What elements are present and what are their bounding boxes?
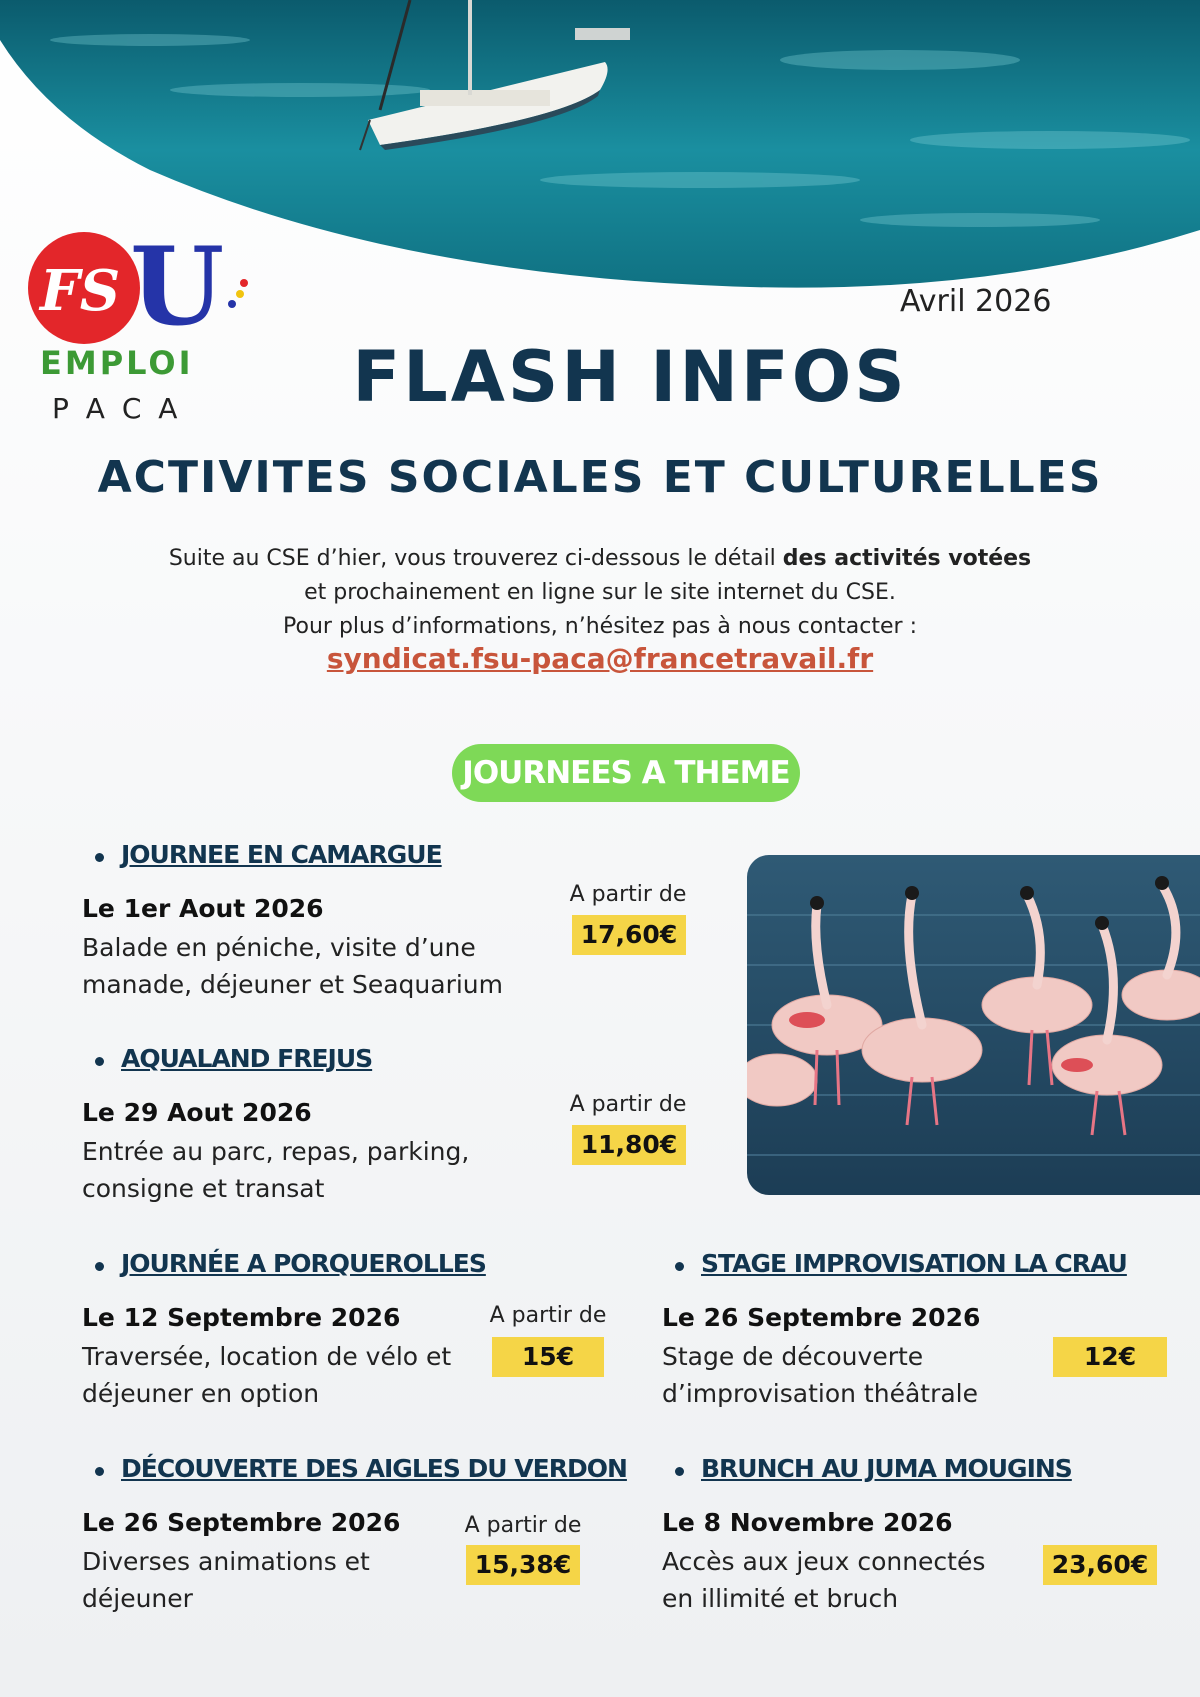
event-2-date: Le 29 Aout 2026 (82, 1098, 312, 1127)
event-4-date: Le 26 Septembre 2026 (662, 1303, 981, 1332)
page-title: FLASH INFOS (352, 336, 908, 418)
event-2-from-label: A partir de (569, 1092, 687, 1117)
svg-text:EMPLOI: EMPLOI (40, 344, 194, 382)
event-6-date: Le 8 Novembre 2026 (662, 1508, 953, 1537)
bullet-dot-icon (675, 1262, 684, 1271)
issue-date: Avril 2026 (900, 284, 1052, 319)
intro-line-3: Pour plus d’informations, n’hésitez pas à nous contacter : (283, 614, 917, 639)
event-5-price: 15,38€ (466, 1545, 580, 1585)
event-1-from-label: A partir de (569, 882, 687, 907)
svg-text:P A C A: P A C A (52, 392, 182, 425)
svg-text:FS: FS (40, 258, 121, 324)
event-5-from-label: A partir de (464, 1513, 582, 1538)
event-6-desc-line-2: en illimité et bruch (662, 1584, 899, 1613)
event-3-from-label: A partir de (489, 1303, 607, 1328)
event-2-price: 11,80€ (572, 1125, 686, 1165)
event-4-desc-line-2: d’improvisation théâtrale (662, 1379, 979, 1408)
event-4-price: 12€ (1053, 1337, 1167, 1377)
event-3-date: Le 12 Septembre 2026 (82, 1303, 401, 1332)
event-3-desc-line-1: Traversée, location de vélo et (82, 1342, 452, 1371)
page-subtitle: ACTIVITES SOCIALES ET CULTURELLES (97, 452, 1103, 503)
event-5-desc-line-2: déjeuner (82, 1584, 193, 1613)
event-6-desc-line-1: Accès aux jeux connectés (662, 1547, 986, 1576)
intro-line-1-start: Suite au CSE d’hier, vous trouverez ci-dessous le détail (168, 546, 783, 571)
flamingo-photo (747, 855, 1200, 1195)
event-6-title: BRUNCH AU JUMA MOUGINS (701, 1454, 1072, 1483)
event-4-title: STAGE IMPROVISATION LA CRAU (701, 1249, 1127, 1278)
event-4-desc-line-1: Stage de découverte (662, 1342, 924, 1371)
bullet-dot-icon (95, 1057, 104, 1066)
event-2-desc-line-1: Entrée au parc, repas, parking, (82, 1137, 470, 1166)
event-5-title: DÉCOUVERTE DES AIGLES DU VERDON (121, 1454, 627, 1483)
contact-email-link[interactable]: syndicat.fsu-paca@francetravail.fr (326, 642, 874, 675)
intro-line-1 (100, 542, 1100, 576)
event-3-price: 15€ (492, 1337, 604, 1377)
event-6-price: 23,60€ (1043, 1545, 1157, 1585)
section-badge: JOURNEES A THEME (452, 744, 800, 802)
event-1-title: JOURNEE EN CAMARGUE (121, 840, 442, 869)
event-2-title: AQUALAND FREJUS (121, 1044, 373, 1073)
event-5-date: Le 26 Septembre 2026 (82, 1508, 401, 1537)
intro-line-1-bold: des activités votées (782, 546, 1032, 571)
bullet-dot-icon (95, 1262, 104, 1271)
svg-text:U: U (130, 228, 225, 350)
intro-text (100, 542, 1100, 644)
event-1-date: Le 1er Aout 2026 (82, 894, 324, 923)
intro-line-2: et prochainement en ligne sur le site internet du CSE. (304, 580, 896, 605)
event-3-title: JOURNÉE A PORQUEROLLES (121, 1249, 486, 1278)
event-5-desc-line-1: Diverses animations et (82, 1547, 370, 1576)
bullet-dot-icon (95, 1467, 104, 1476)
bullet-dot-icon (675, 1467, 684, 1476)
bullet-dot-icon (95, 853, 104, 862)
event-2-desc-line-2: consigne et transat (82, 1174, 325, 1203)
event-3-desc-line-2: déjeuner en option (82, 1379, 320, 1408)
event-1-desc-line-1: Balade en péniche, visite d’une (82, 933, 476, 962)
event-1-price: 17,60€ (572, 915, 686, 955)
event-1-desc-line-2: manade, déjeuner et Seaquarium (82, 970, 504, 999)
